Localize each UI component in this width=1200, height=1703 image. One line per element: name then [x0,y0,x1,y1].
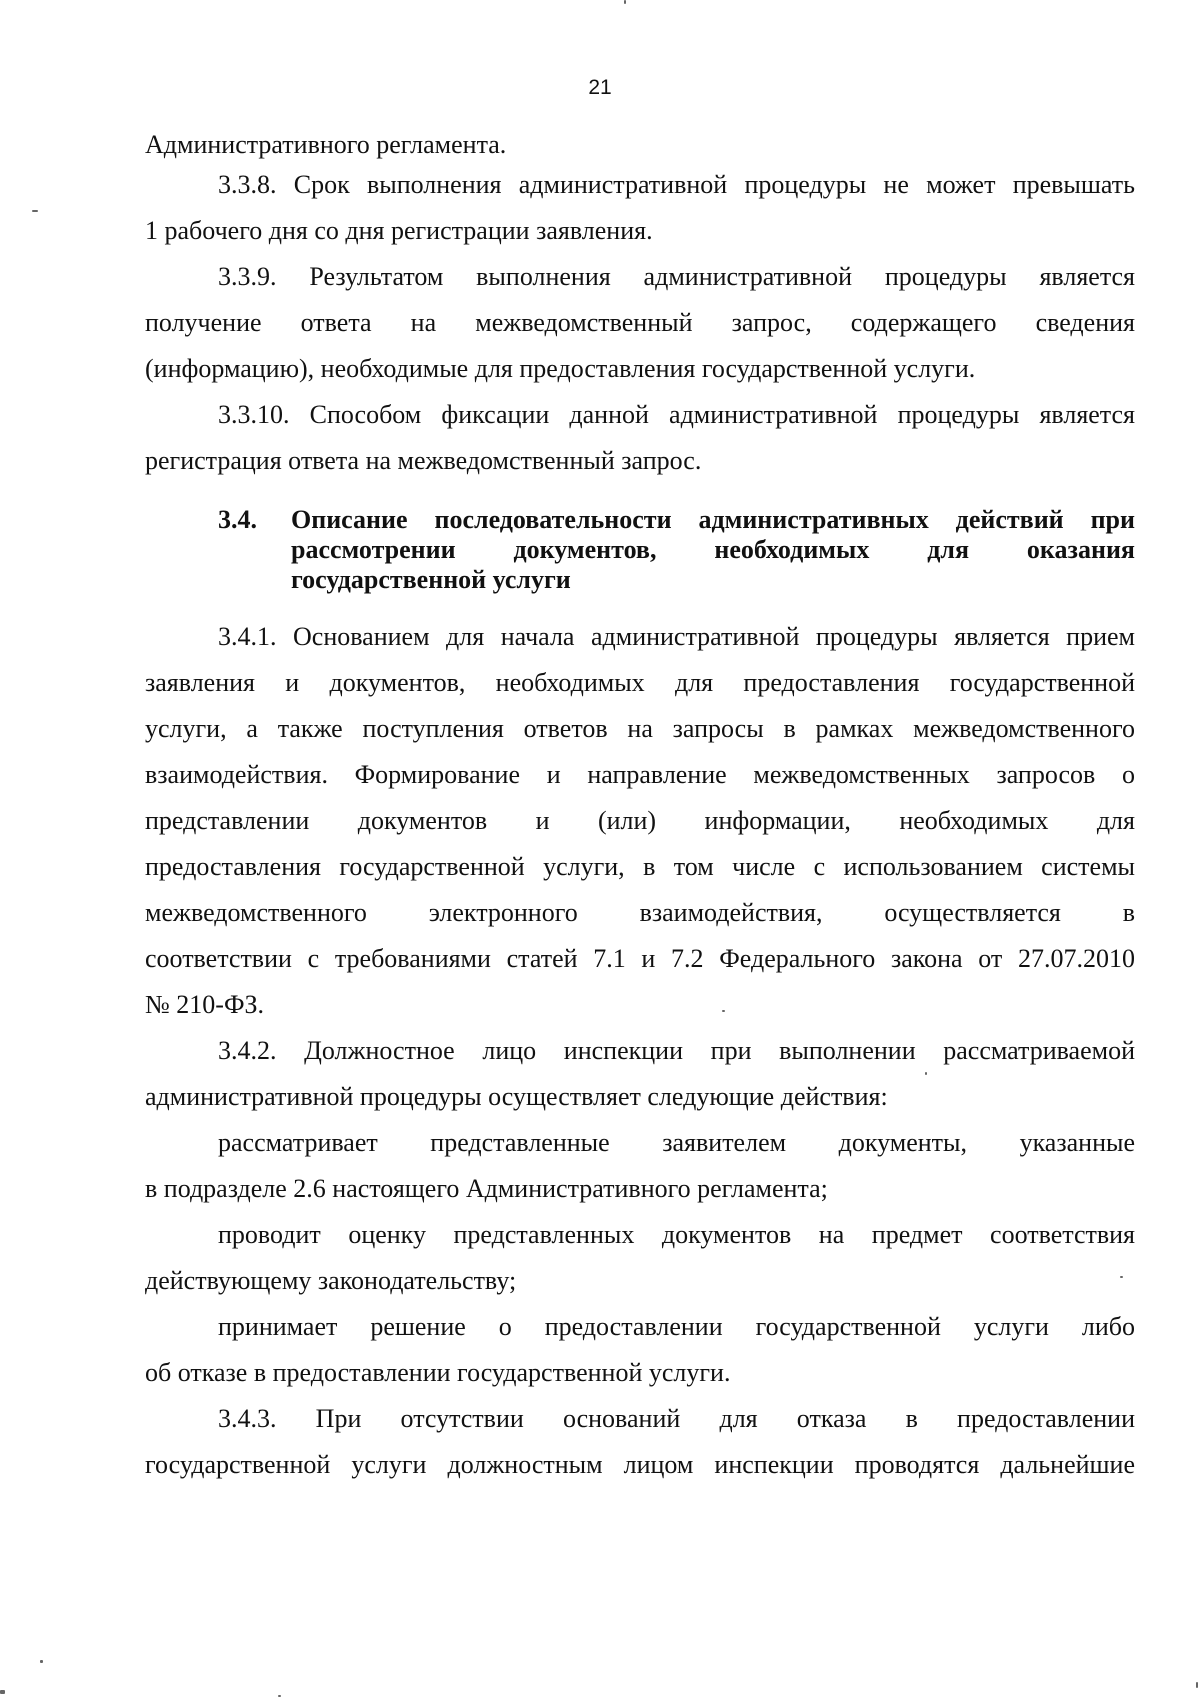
text-line: регистрация ответа на межведомственный запрос. [145,446,702,475]
text-line: соответствии с требованиями статей 7.1 и 7.2 Федерального закона от 27.07.2010 [145,944,1135,973]
text-line: Административного регламента. [145,130,507,159]
text-line: 3.3.9. Результатом выполнения административной процедуры является [218,262,1135,291]
text-line: административной процедуры осуществляет следующие действия: [145,1082,888,1111]
text-line: 3.3.10. Способом фиксации данной административной процедуры является [218,400,1135,429]
page-number: 21 [588,76,612,99]
text-line: 3.3.8. Срок выполнения административной процедуры не может превышать [218,170,1135,199]
text-line: государственной услуги должностным лицом инспекции проводятся дальнейшие [145,1450,1135,1479]
text-line: рассматривает представленные заявителем документы, указанные [218,1128,1135,1157]
scan-speck [722,1010,725,1012]
scan-speck [0,1690,5,1694]
text-line: действующему законодательству; [145,1266,517,1295]
text-line: 3.4.2. Должностное лицо инспекции при выполнении рассматриваемой [218,1036,1135,1065]
text-line: 3.4.1. Основанием для начала административной процедуры является прием [218,622,1135,651]
text-line: представлении документов и (или) информации, необходимых для [145,806,1135,835]
section-number: 3.4. [218,505,257,534]
text-line: услуги, а также поступления ответов на запросы в рамках межведомственного [145,714,1135,743]
text-line: проводит оценку представленных документов на предмет соответствия [218,1220,1135,1249]
scan-speck [624,0,626,4]
text-line: предоставления государственной услуги, в том числе с использованием системы [145,852,1135,881]
section-heading-line: рассмотрении документов, необходимых для оказания [291,535,1135,564]
text-line: об отказе в предоставлении государственной услуги. [145,1358,731,1387]
scan-speck [32,210,38,212]
text-line: принимает решение о предоставлении государственной услуги либо [218,1312,1135,1341]
scan-speck [278,1695,281,1697]
scan-speck [1196,1682,1198,1688]
text-line: получение ответа на межведомственный запрос, содержащего сведения [145,308,1135,337]
text-line: 1 рабочего дня со дня регистрации заявления. [145,216,653,245]
scan-speck [925,1072,927,1075]
scan-speck [40,1660,43,1663]
section-heading-line: государственной услуги [291,565,571,594]
text-line: заявления и документов, необходимых для предоставления государственной [145,668,1135,697]
scan-speck [1120,1276,1123,1278]
text-line: межведомственного электронного взаимодействия, осуществляется в [145,898,1135,927]
text-line: в подразделе 2.6 настоящего Административного регламента; [145,1174,828,1203]
section-heading-line: Описание последовательности административных действий при [291,505,1135,534]
text-line: № 210-ФЗ. [145,990,265,1019]
text-line: взаимодействия. Формирование и направление межведомственных запросов о [145,760,1135,789]
text-line: (информацию), необходимые для предоставления государственной услуги. [145,354,976,383]
text-line: 3.4.3. При отсутствии оснований для отказа в предоставлении [218,1404,1135,1433]
